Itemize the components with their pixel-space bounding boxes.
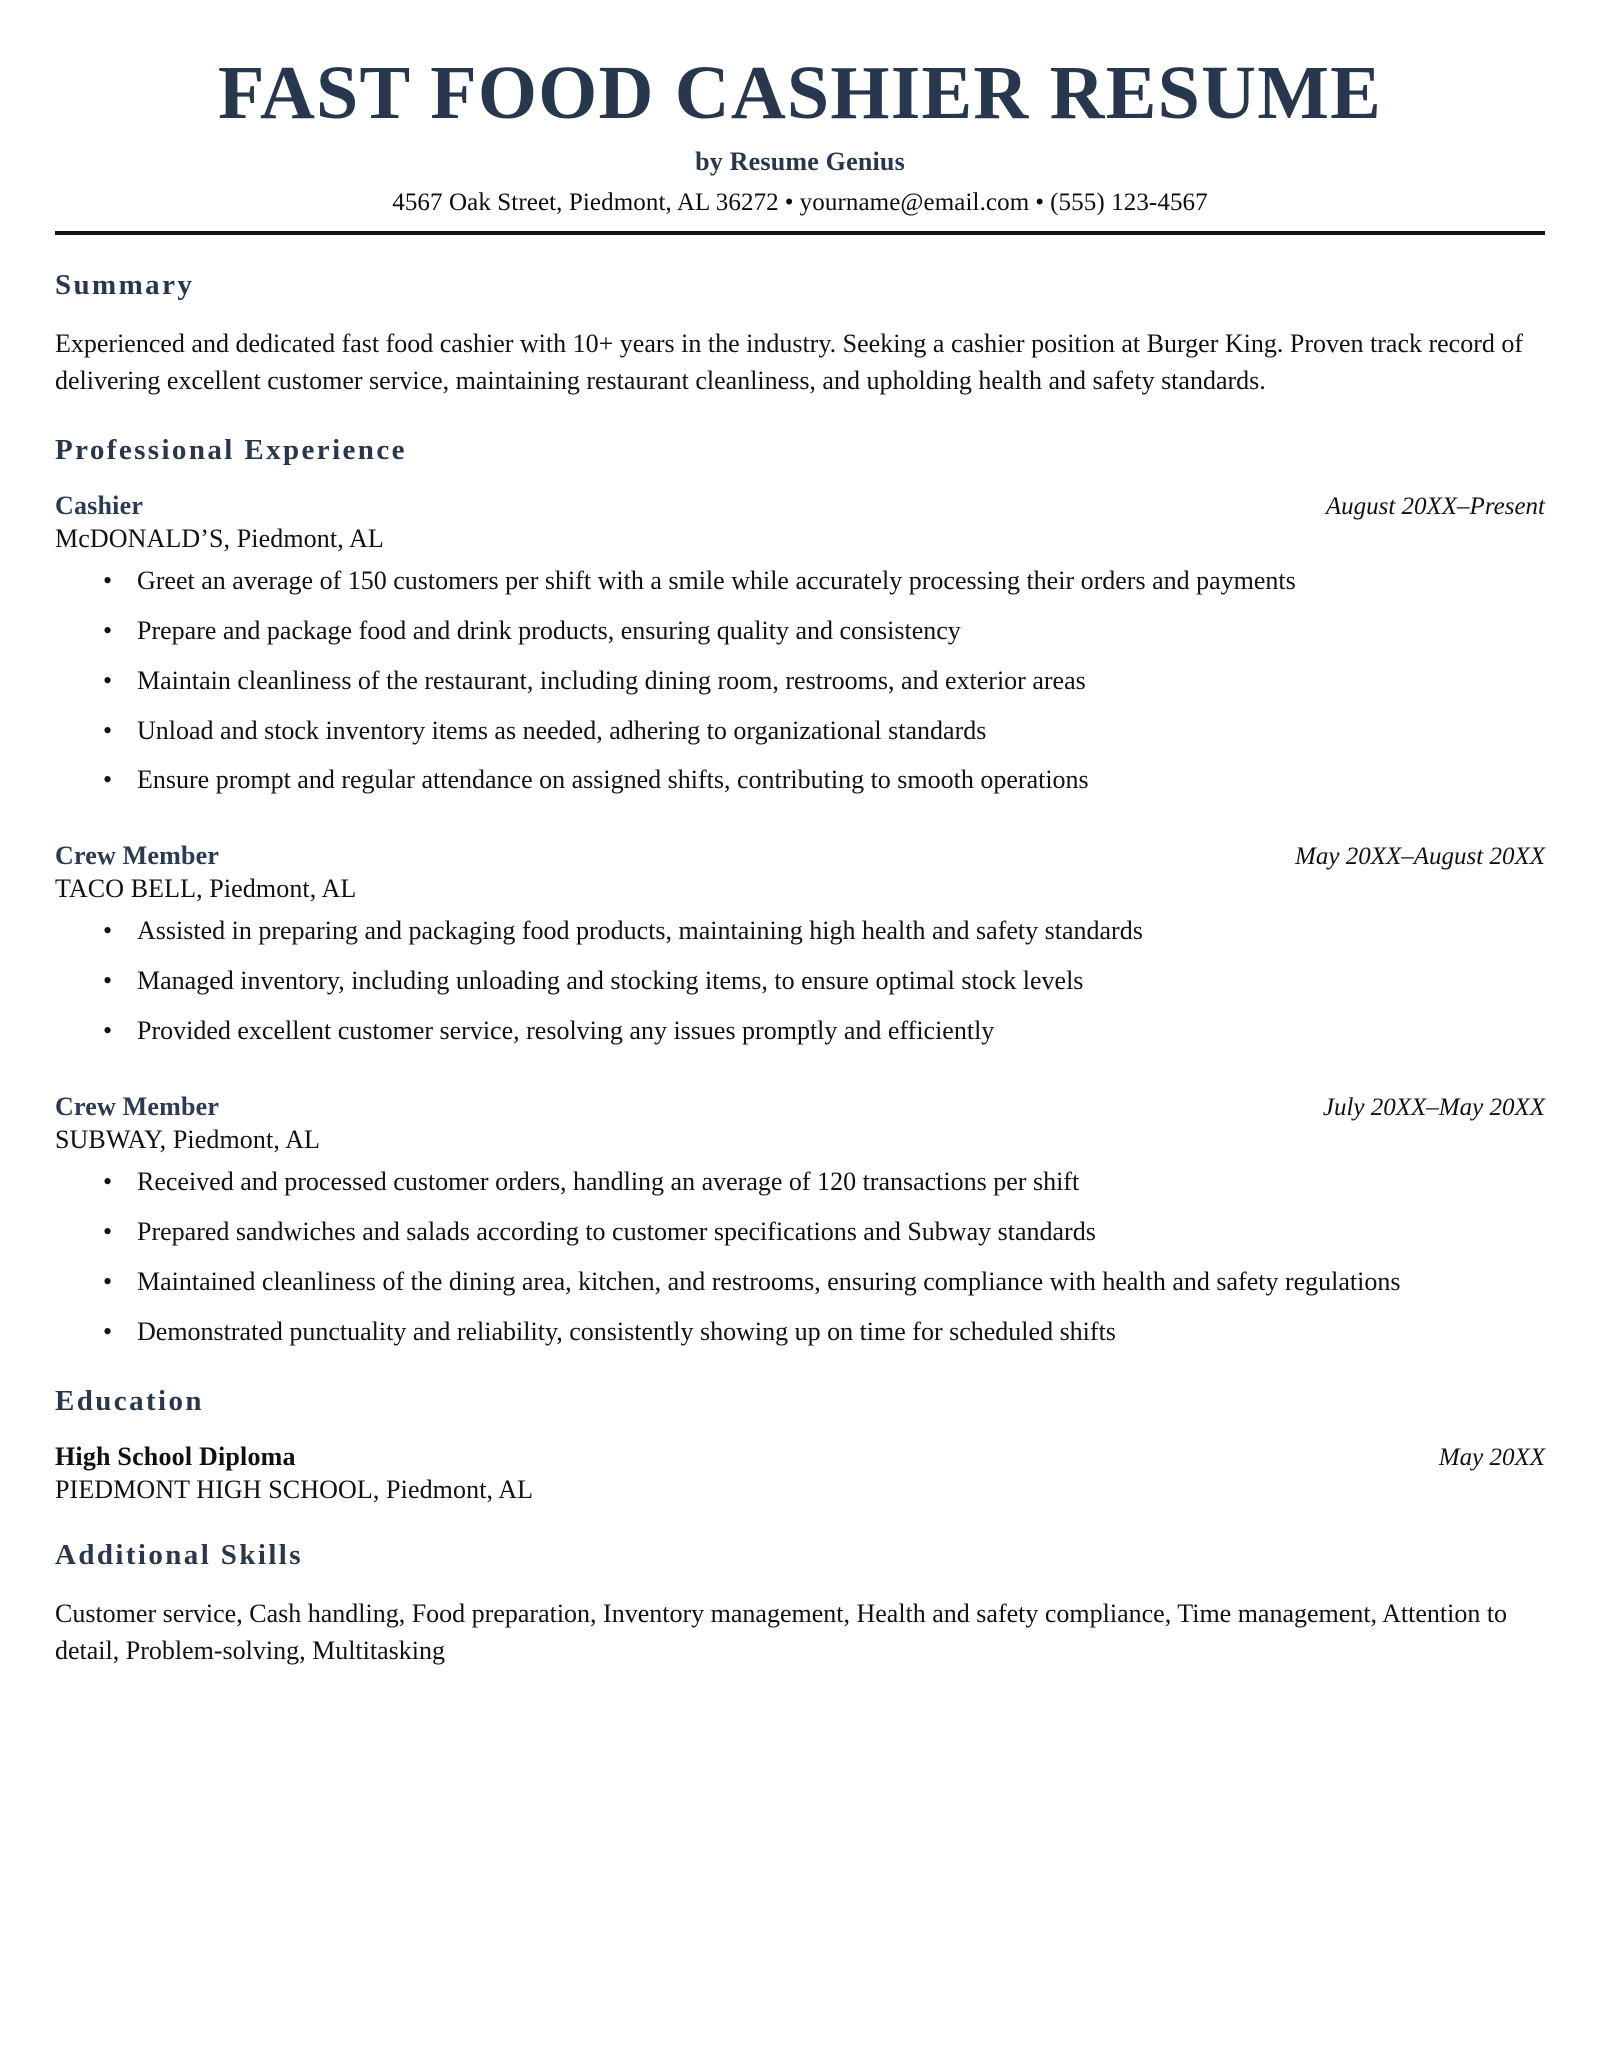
list-item xyxy=(55,663,1545,700)
section-heading-education: Education xyxy=(55,1384,204,1417)
contact-email[interactable]: yourname@email.com xyxy=(799,189,1030,217)
bullet-text: Greet an average of 150 customers per shift with a smile while accurately processing their orders and payments xyxy=(137,565,1296,595)
list-item xyxy=(55,713,1545,750)
list-item xyxy=(55,1164,1545,1201)
bullet-icon: • xyxy=(103,615,113,645)
resume-header xyxy=(55,0,1545,217)
bullet-text: Unload and stock inventory items as needed, adhering to organizational standards xyxy=(137,715,987,745)
degree-date: May 20XX xyxy=(1438,1443,1545,1471)
job-bullet-list xyxy=(55,913,1545,1050)
job-title: Crew Member xyxy=(55,1092,220,1122)
bullet-text: Prepare and package food and drink products, ensuring quality and consistency xyxy=(137,615,961,645)
bullet-icon: • xyxy=(103,765,113,795)
section-experience xyxy=(55,434,1545,1351)
list-item xyxy=(55,913,1545,950)
bullet-text: Provided excellent customer service, resolving any issues promptly and efficiently xyxy=(137,1016,995,1046)
contact-address: 4567 Oak Street, Piedmont, AL 36272 xyxy=(392,189,779,217)
job-organization: SUBWAY, Piedmont, AL xyxy=(55,1125,320,1155)
bullet-text: Demonstrated punctuality and reliability, consistently showing up on time for scheduled shifts xyxy=(137,1316,1116,1346)
contact-phone: (555) 123-4567 xyxy=(1050,189,1208,217)
education-entry xyxy=(55,1442,1545,1505)
header-divider xyxy=(55,231,1545,235)
contact-separator-2: • xyxy=(1035,189,1045,217)
entry-spacer xyxy=(55,1082,1545,1092)
bullet-icon: • xyxy=(103,916,113,946)
education-entry-header xyxy=(55,1442,1545,1472)
summary-text: Experienced and dedicated fast food cashier with 10+ years in the industry. Seeking a cashier position at Burger King. Proven track record of delivering excellent customer service, maintaining restaurant cleanliness, and upholding health and safety standards. xyxy=(55,329,1524,395)
bullet-text: Managed inventory, including unloading and stocking items, to ensure optimal stock levels xyxy=(137,966,1084,996)
list-item xyxy=(55,1013,1545,1050)
contact-line xyxy=(55,189,1545,217)
job-date-range: July 20XX–May 20XX xyxy=(1322,1094,1545,1122)
job-bullet-list xyxy=(55,563,1545,800)
bullet-icon: • xyxy=(103,1016,113,1046)
section-summary xyxy=(55,269,1545,400)
list-item xyxy=(55,1214,1545,1251)
job-date-range: August 20XX–Present xyxy=(1325,492,1545,520)
bullet-icon: • xyxy=(103,665,113,695)
list-item xyxy=(55,963,1545,1000)
experience-entry-header xyxy=(55,1092,1545,1122)
page-title: FAST FOOD CASHIER RESUME xyxy=(217,51,1383,135)
job-organization: TACO BELL, Piedmont, AL xyxy=(55,874,357,904)
job-title: Crew Member xyxy=(55,841,220,871)
bullet-icon: • xyxy=(103,1217,113,1246)
bullet-icon: • xyxy=(103,966,113,996)
list-item xyxy=(55,762,1545,799)
bullet-icon: • xyxy=(103,1167,113,1197)
section-skills xyxy=(55,1539,1545,1670)
experience-entry xyxy=(55,841,1545,1050)
job-bullet-list xyxy=(55,1164,1545,1351)
skills-text: Customer service, Cash handling, Food preparation, Inventory management, Health and safety compliance, Time management, Attention to detail, Problem-solving, Multitasking xyxy=(55,1598,1508,1665)
section-heading-summary: Summary xyxy=(55,269,195,302)
degree-title: High School Diploma xyxy=(55,1441,296,1471)
bullet-icon: • xyxy=(103,1316,113,1346)
experience-entry xyxy=(55,491,1545,800)
byline: by Resume Genius xyxy=(695,147,905,177)
bullet-text: Received and processed customer orders, handling an average of 120 transactions per shift xyxy=(137,1167,1080,1197)
bullet-icon: • xyxy=(103,1266,113,1296)
contact-separator-1: • xyxy=(784,189,794,217)
section-education xyxy=(55,1385,1545,1505)
list-item xyxy=(55,1314,1545,1351)
job-organization: McDONALD’S, Piedmont, AL xyxy=(55,523,384,553)
bullet-text: Maintained cleanliness of the dining area, kitchen, and restrooms, ensuring compliance with health and safety regulations xyxy=(137,1266,1401,1296)
job-title: Cashier xyxy=(55,490,144,520)
school-name: PIEDMONT HIGH SCHOOL, Piedmont, AL xyxy=(55,1474,534,1504)
section-heading-experience: Professional Experience xyxy=(55,433,407,466)
experience-entry-header xyxy=(55,491,1545,521)
bullet-text: Assisted in preparing and packaging food products, maintaining high health and safety standards xyxy=(137,916,1143,946)
list-item xyxy=(55,563,1545,600)
entry-spacer xyxy=(55,831,1545,841)
experience-entry xyxy=(55,1092,1545,1351)
bullet-text: Ensure prompt and regular attendance on assigned shifts, contributing to smooth operations xyxy=(137,765,1089,795)
section-heading-skills: Additional Skills xyxy=(55,1538,303,1571)
bullet-icon: • xyxy=(103,715,113,745)
list-item xyxy=(55,1264,1545,1301)
bullet-text: Maintain cleanliness of the restaurant, including dining room, restrooms, and exterior areas xyxy=(137,665,1086,695)
job-date-range: May 20XX–August 20XX xyxy=(1295,843,1545,871)
list-item xyxy=(55,613,1545,650)
experience-entry-header xyxy=(55,841,1545,871)
bullet-text: Prepared sandwiches and salads according to customer specifications and Subway standards xyxy=(137,1217,1096,1246)
bullet-icon: • xyxy=(103,565,113,595)
